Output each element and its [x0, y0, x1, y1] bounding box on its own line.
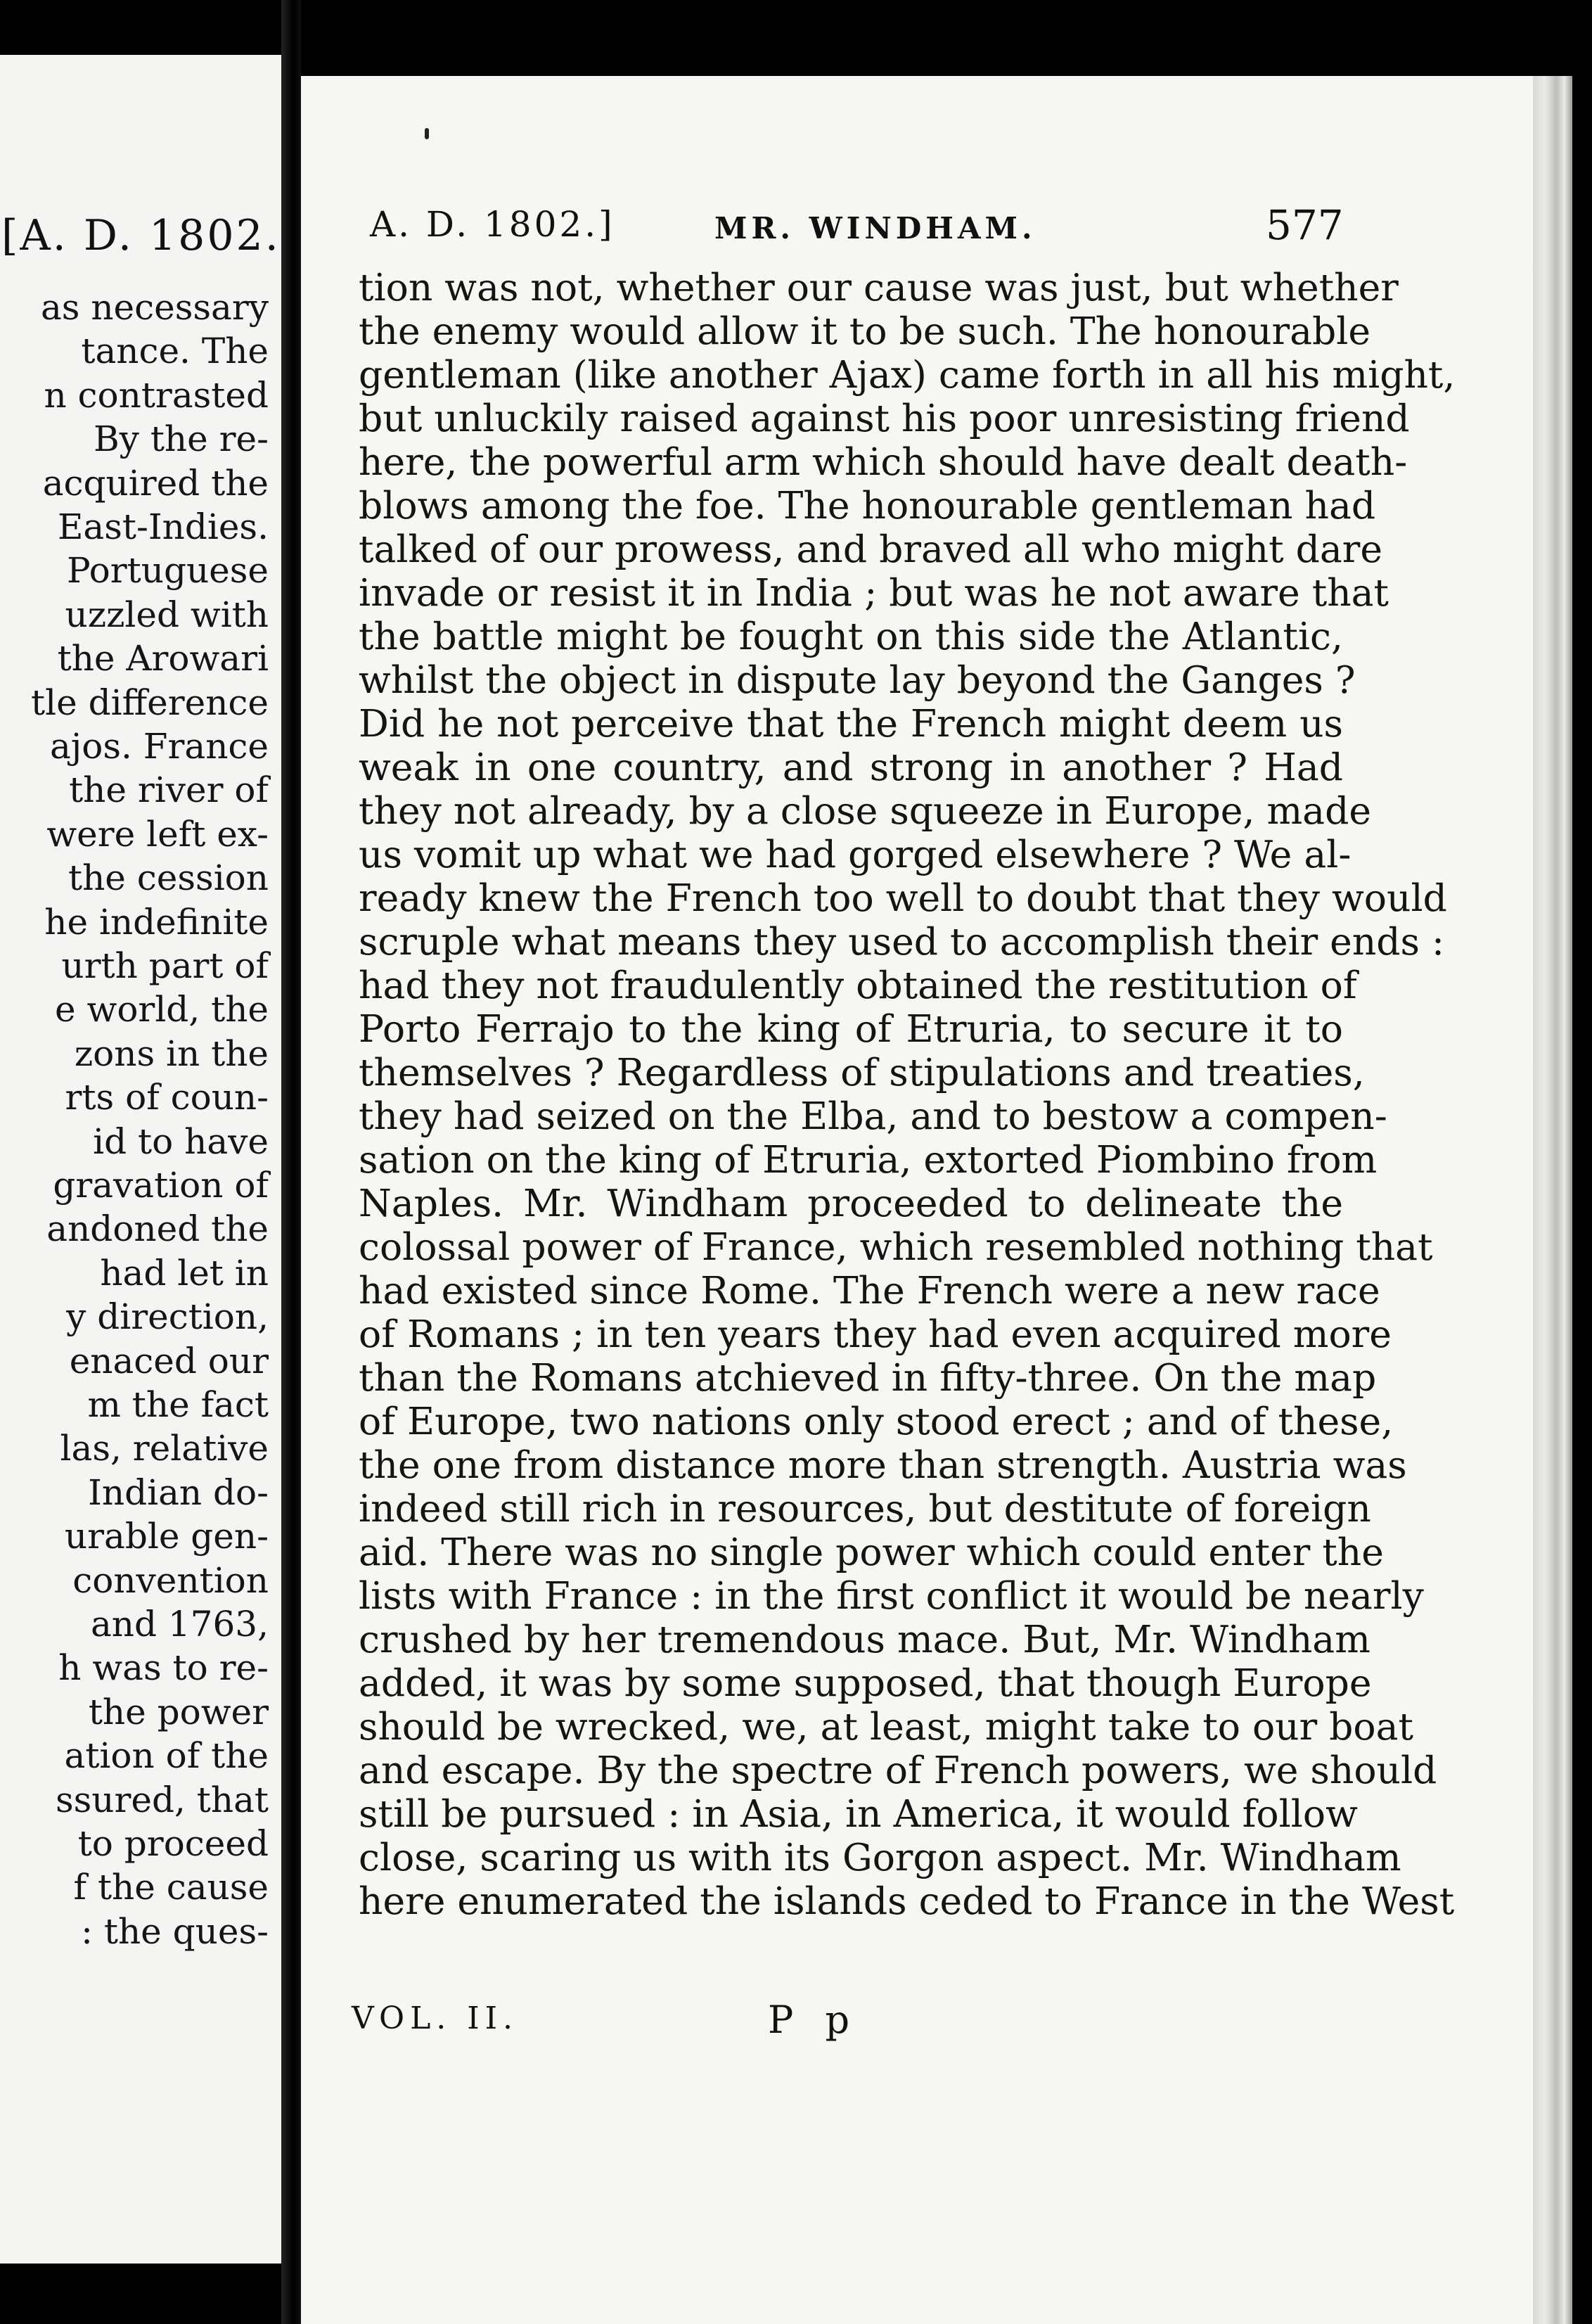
previous-page-line: By the re- — [93, 419, 269, 460]
previous-page-line: Portuguese — [67, 550, 269, 592]
previous-page-line: tle difference — [31, 682, 269, 723]
previous-page-line: h was to re- — [58, 1647, 269, 1689]
body-text-line: the enemy would allow it to be such. The honourable — [359, 309, 1370, 353]
previous-page-line: the river of — [69, 770, 269, 811]
body-text-line: the battle might be fought on this side the Atlantic, — [359, 614, 1343, 658]
body-text — [359, 265, 1456, 1923]
previous-page-line: id to have — [93, 1120, 269, 1162]
previous-page-line: tance. The — [81, 331, 269, 372]
previous-page-line: zons in the — [74, 1033, 269, 1074]
body-text-line: aid. There was no single power which could enter the — [359, 1530, 1384, 1574]
body-text-line: Porto Ferrajo to the king of Etruria, to secure it to — [359, 1007, 1343, 1051]
body-text-line: scruple what means they used to accomplish their ends : — [359, 919, 1445, 964]
previous-page-line: e world, the — [55, 989, 269, 1030]
body-text-line: us vomit up what we had gorged elsewhere ? We al- — [359, 832, 1352, 876]
previous-page-line: he indefinite — [44, 901, 269, 943]
running-head-title: MR. WINDHAM. — [714, 211, 1036, 245]
body-text-line: still be pursued : in Asia, in America, it would follow — [359, 1792, 1358, 1836]
previous-page-line: acquired the — [42, 462, 269, 504]
previous-page-line: n contrasted — [44, 374, 269, 416]
body-text-line: had they not fraudulently obtained the restitution of — [359, 963, 1357, 1007]
previous-page-line: as necessary — [40, 287, 269, 328]
print-speck — [425, 128, 429, 139]
running-head-date: A. D. 1802.] — [370, 204, 615, 245]
body-text-line: lists with France : in the first conflict it would be nearly — [359, 1573, 1424, 1618]
previous-page-line: ajos. France — [49, 726, 269, 767]
body-text-line: had existed since Rome. The French were a new race — [359, 1268, 1380, 1313]
body-text-line: invade or resist it in India ; but was he not aware that — [359, 570, 1389, 615]
body-text-line: but unluckily raised against his poor unresisting friend — [359, 396, 1410, 440]
body-text-line: sation on the king of Etruria, extorted Piombino from — [359, 1137, 1378, 1182]
body-text-line: close, scaring us with its Gorgon aspect. Mr. Windham — [359, 1835, 1401, 1879]
previous-page-line: andoned the — [46, 1208, 269, 1250]
body-text-line: crushed by her tremendous mace. But, Mr. Windham — [359, 1617, 1370, 1661]
previous-page-line: las, relative — [60, 1428, 269, 1469]
body-text-line: ready knew the French too well to doubt that they would — [359, 876, 1447, 920]
previous-page-line: urable gen- — [64, 1516, 269, 1557]
body-text-line: whilst the object in dispute lay beyond the Ganges ? — [359, 658, 1356, 702]
body-text-line: talked of our prowess, and braved all who might dare — [359, 527, 1382, 571]
previous-page-line: urth part of — [61, 945, 269, 986]
body-text-line: themselves ? Regardless of stipulations and treaties, — [359, 1050, 1365, 1094]
page-footer — [301, 2000, 1572, 2057]
previous-page-line: had let in — [100, 1252, 269, 1294]
previous-page-line: gravation of — [53, 1165, 269, 1206]
body-text-line: of Romans ; in ten years they had even acquired more — [359, 1312, 1392, 1356]
signature-mark: P p — [768, 1998, 860, 2042]
body-text-line: of Europe, two nations only stood erect ; and of these, — [359, 1399, 1394, 1443]
previous-page-running-head: [A. D. 1802. — [1, 211, 281, 260]
previous-page-line: rts of coun- — [65, 1077, 269, 1118]
previous-page-line: y direction, — [66, 1296, 269, 1338]
previous-page-line: convention — [72, 1559, 269, 1601]
previous-page-line: uzzled with — [65, 594, 269, 635]
current-page — [301, 76, 1572, 2324]
previous-page-line: enaced our — [69, 1340, 269, 1381]
previous-page-line: Indian do- — [88, 1471, 269, 1513]
page-gutter — [281, 0, 301, 2324]
body-text-line: indeed still rich in resources, but destitute of foreign — [359, 1486, 1371, 1531]
body-text-line: and escape. By the spectre of French powers, we should — [359, 1748, 1437, 1792]
previous-page-line: the cession — [68, 857, 269, 899]
body-text-line: should be wrecked, we, at least, might take to our boat — [359, 1704, 1414, 1749]
previous-page — [0, 55, 283, 2264]
previous-page-line: ssured, that — [55, 1779, 269, 1820]
previous-page-line: East-Indies. — [57, 506, 269, 547]
body-text-line: colossal power of France, which resembled nothing that — [359, 1225, 1433, 1269]
running-head — [301, 201, 1572, 260]
page-number: 577 — [1266, 201, 1344, 249]
body-text-line: they had seized on the Elba, and to bestow a compen- — [359, 1094, 1387, 1138]
previous-page-line: : the ques- — [81, 1910, 269, 1952]
previous-page-line: the Arowari — [57, 638, 269, 679]
page-edge — [1533, 76, 1572, 2324]
previous-page-line: m the fact — [87, 1384, 269, 1425]
body-text-line: added, it was by some supposed, that though Europe — [359, 1661, 1372, 1705]
body-text-line: Naples. Mr. Windham proceeded to delineate the — [359, 1181, 1343, 1225]
body-text-line: than the Romans atchieved in fifty-three. On the map — [359, 1355, 1377, 1400]
body-text-line: they not already, by a close squeeze in Europe, made — [359, 788, 1371, 833]
body-text-line: blows among the foe. The honourable gentleman had — [359, 483, 1376, 528]
previous-page-line: to proceed — [77, 1823, 269, 1864]
body-text-line: Did he not perceive that the French might deem us — [359, 701, 1343, 746]
body-text-line: the one from distance more than strength. Austria was — [359, 1443, 1407, 1487]
previous-page-line: f the cause — [73, 1867, 269, 1908]
previous-page-line: were left ex- — [46, 813, 269, 855]
previous-page-line: the power — [88, 1691, 269, 1732]
body-text-line: here, the powerful arm which should have dealt death- — [359, 440, 1408, 484]
body-text-line: here enumerated the islands ceded to France in the West — [359, 1879, 1455, 1923]
body-text-line: weak in one country, and strong in another ? Had — [359, 745, 1343, 789]
volume-label: VOL. II. — [352, 2000, 519, 2036]
body-text-line: tion was not, whether our cause was just, but whether — [359, 265, 1399, 309]
previous-page-line: and 1763, — [90, 1604, 269, 1645]
body-text-line: gentleman (like another Ajax) came forth in all his might, — [359, 352, 1456, 397]
previous-page-line: ation of the — [64, 1735, 269, 1777]
